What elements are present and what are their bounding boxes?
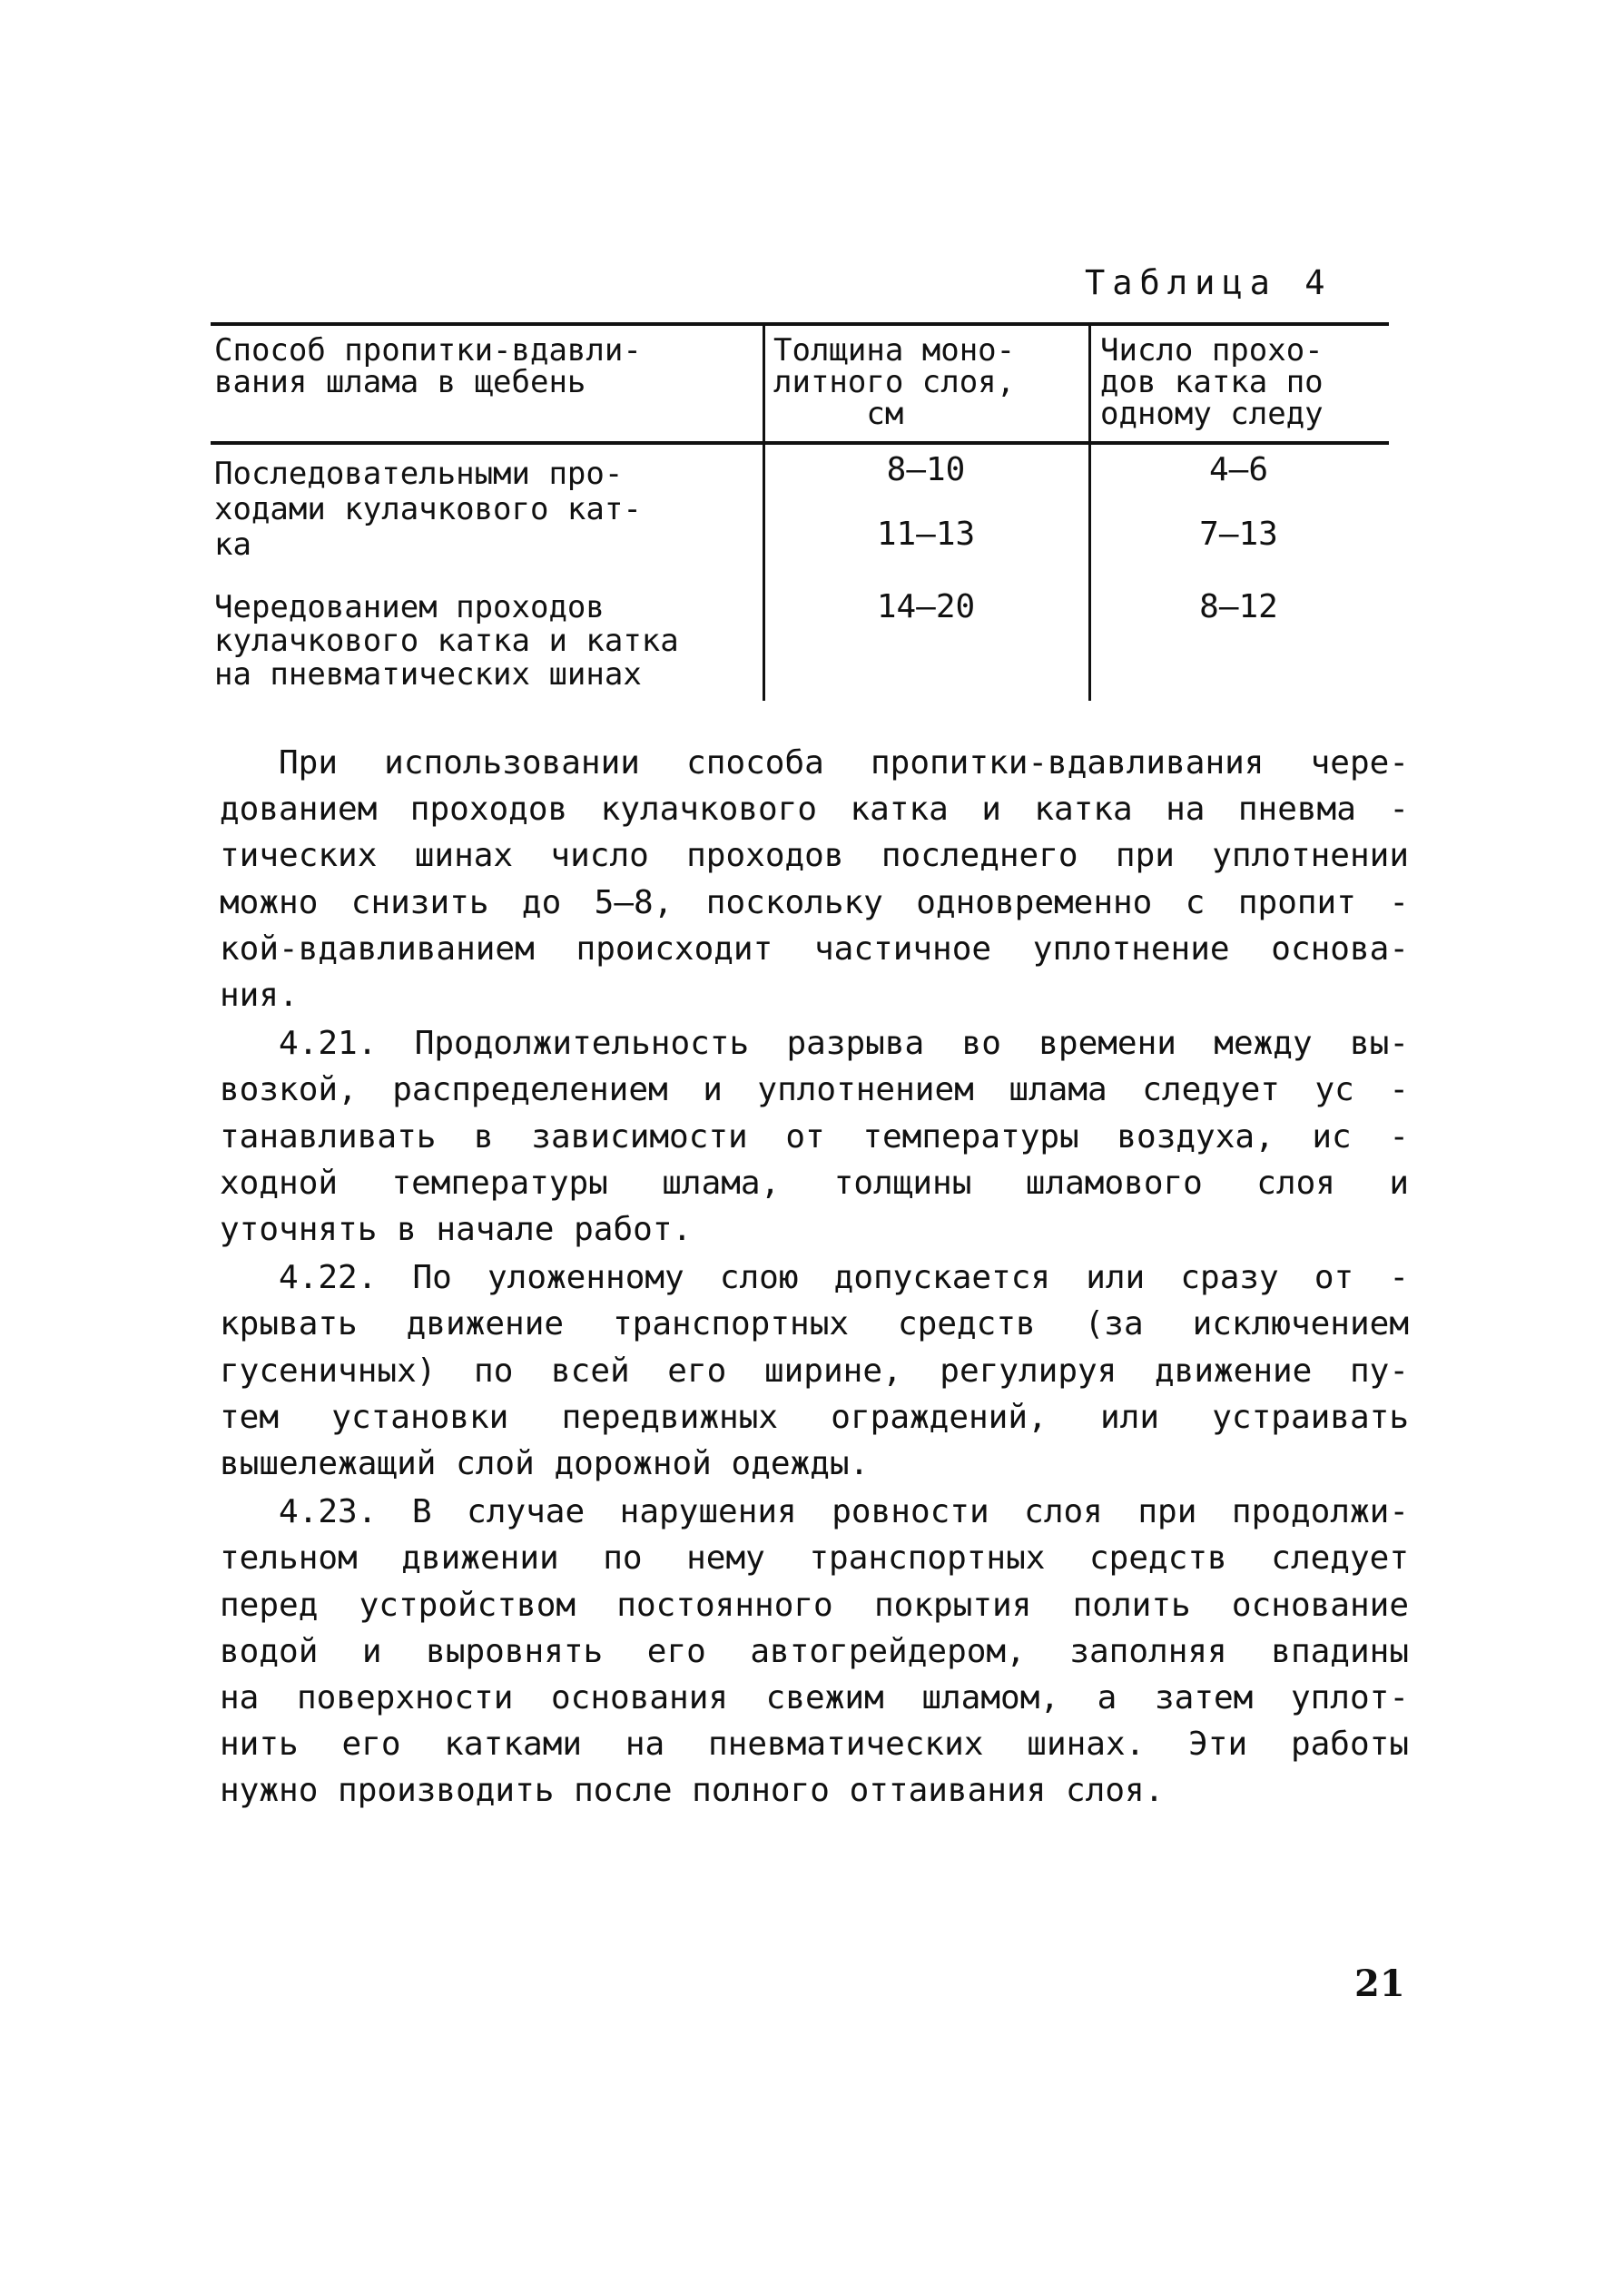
table-column-divider — [1088, 322, 1091, 701]
paragraph-4-22 — [220, 1254, 1409, 1487]
text-line: дованием проходов кулачкового катка и катка на пневма - — [220, 791, 1409, 829]
text-line: При использовании способа пропитки-вдавливания чере- — [279, 744, 1409, 782]
table-cell-thickness: 11–13 — [876, 516, 976, 553]
text-line: возкой, распределением и уплотнением шлама следует ус - — [220, 1071, 1409, 1109]
text-line: 4.21. Продолжительность разрыва во времени между вы- — [279, 1025, 1409, 1063]
paragraph-4-23 — [220, 1489, 1409, 1814]
table-cell-passes: 4–6 — [1208, 451, 1269, 488]
table-caption: Таблица 4 — [1085, 263, 1333, 302]
table-cell-passes: 8–12 — [1199, 588, 1278, 625]
table-cell-thickness: 8–10 — [886, 451, 966, 488]
paragraph-4-21 — [220, 1020, 1409, 1253]
text-line: танавливать в зависимости от температуры воздуха, ис - — [220, 1117, 1409, 1156]
text-line: водой и выровнять его автогрейдером, заполняя впадины — [220, 1632, 1409, 1670]
text-line: ходной температуры шлама, толщины шламового слоя и — [220, 1164, 1409, 1202]
column-header-thickness: Толщина моно- литного слоя, см — [773, 332, 1016, 432]
text-line: можно снизить до 5–8, поскольку одновременно с пропит - — [220, 883, 1409, 921]
text-line: тем установки передвижных ограждений, или устраивать — [220, 1398, 1409, 1436]
text-line: 4.22. По уложенному слою допускается или сразу от - — [279, 1259, 1409, 1297]
text-line: кой-вдавливанием происходит частичное уплотнение основа- — [220, 929, 1409, 968]
page-number: 21 — [1354, 1962, 1405, 2005]
table-column-divider — [763, 322, 765, 701]
text-line: ния. — [220, 977, 299, 1015]
body-text — [220, 740, 1409, 1816]
column-header-method: Способ пропитки-вдавли- вания шлама в щебень — [214, 332, 642, 400]
text-line: вышележащий слой дорожной одежды. — [220, 1445, 870, 1483]
text-line: на поверхности основания свежим шламом, а затем уплот- — [220, 1679, 1409, 1717]
paragraph — [220, 740, 1409, 1018]
table-cell-method: Чередованием проходов кулачкового катка и катка на пневматических шинах — [214, 589, 679, 693]
table-top-rule — [211, 322, 1389, 326]
text-line: нить его катками на пневматических шинах. Эти работы — [220, 1726, 1409, 1764]
data-table — [211, 322, 1389, 703]
text-line: уточнять в начале работ. — [220, 1211, 693, 1249]
text-line: крывать движение транспортных средств (за исключением — [220, 1305, 1409, 1343]
text-line: перед устройством постоянного покрытия полить основание — [220, 1586, 1409, 1624]
table-cell-method: Последовательными про- ходами кулачкового кат- ка — [214, 456, 642, 563]
table-cell-thickness: 14–20 — [876, 588, 976, 625]
table-header-rule — [211, 441, 1389, 445]
text-line: 4.23. В случае нарушения ровности слоя при продолжи- — [279, 1493, 1409, 1531]
text-line: тических шинах число проходов последнего при уплотнении — [220, 837, 1409, 875]
text-line: тельном движении по нему транспортных средств следует — [220, 1539, 1409, 1578]
table-cell-passes: 7–13 — [1199, 516, 1278, 553]
column-header-passes: Число прохо- дов катка по одному следу — [1100, 332, 1324, 432]
text-line: гусеничных) по всей его ширине, регулируя движение пу- — [220, 1352, 1409, 1390]
text-line: нужно производить после полного оттаивания слоя. — [220, 1772, 1165, 1810]
